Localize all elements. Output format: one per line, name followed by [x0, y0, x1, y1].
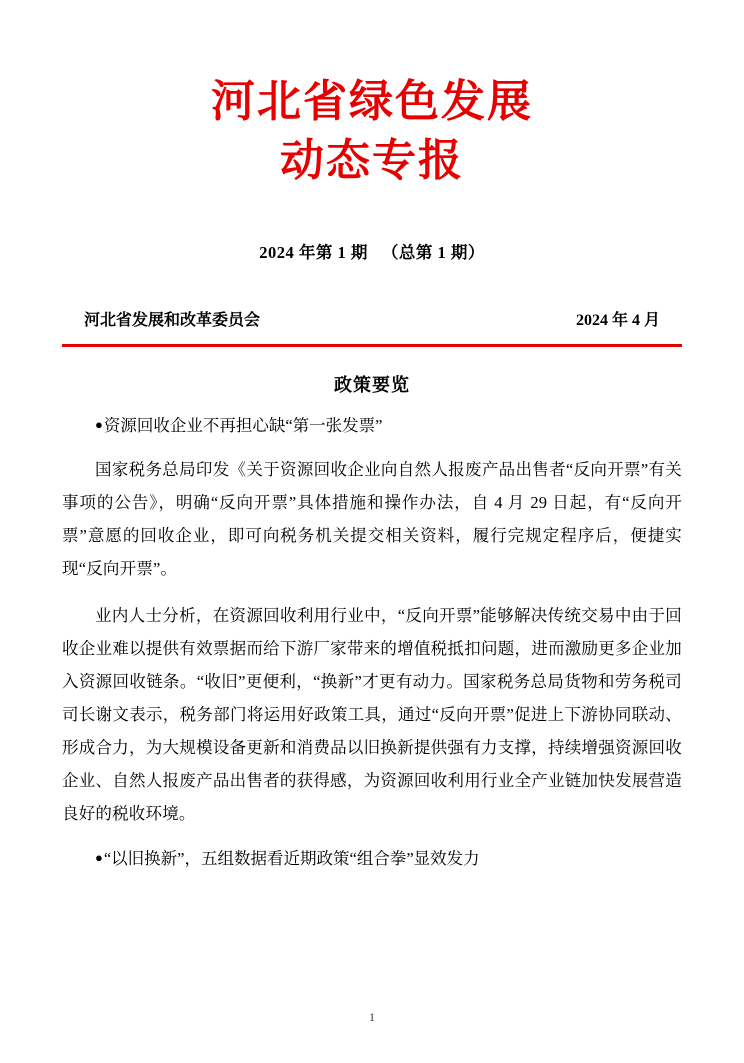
- item-heading: 资源回收企业不再担心缺“第一张发票”: [103, 415, 383, 435]
- header-divider: [62, 344, 682, 347]
- body-paragraph: 业内人士分析，在资源回收利用行业中，“反向开票”能够解决传统交易中由于回收企业难以提供有效票据而给下游厂家带来的增值税抵扣问题，进而激励更多企业加入资源回收链条。“收旧”更便利，“换新”才更有动力。国家税务总局货物和劳务税司司长谢文表示，税务部门将运用好政策工具，通过“反向开票”促进上下游协同联动、形成合力，为大规模设备更新和消费品以旧换新提供强有力支撑，持续增强资源回收企业、自然人报废产品出售者的获得感，为资源回收利用行业全产业链加快发展营造良好的税收环境。: [62, 605, 682, 823]
- publisher-row: [62, 307, 682, 330]
- masthead-line-2: 动态专报: [280, 136, 464, 186]
- bullet-icon: ●: [95, 849, 103, 865]
- item-heading: “以旧换新”，五组数据看近期政策“组合拳”显效发力: [103, 848, 480, 868]
- issue-number: 2024 年第 1 期: [259, 242, 368, 262]
- section-title: 政策要览: [334, 374, 410, 395]
- body-paragraph: 国家税务总局印发《关于资源回收企业向自然人报废产品出售者“反向开票”有关事项的公告》，明确“反向开票”具体措施和操作办法，自 4 月 29 日起，有“反向开票”意愿的回收企业，即可向税务机关提交相关资料，履行完规定程序后，便捷实现“反向开票”。: [62, 459, 682, 578]
- publish-date: 2024 年 4 月: [575, 311, 660, 329]
- issue-total: （总第 1 期）: [381, 242, 485, 262]
- masthead-title: [62, 0, 682, 191]
- masthead-line-1: 河北省绿色发展: [211, 77, 533, 126]
- issue-line: [62, 239, 682, 263]
- list-item: [62, 847, 682, 872]
- page-number: 1: [369, 1010, 375, 1024]
- publisher-name: 河北省发展和改革委员会: [84, 311, 261, 329]
- bullet-icon: ●: [95, 416, 103, 432]
- list-item: [62, 414, 682, 439]
